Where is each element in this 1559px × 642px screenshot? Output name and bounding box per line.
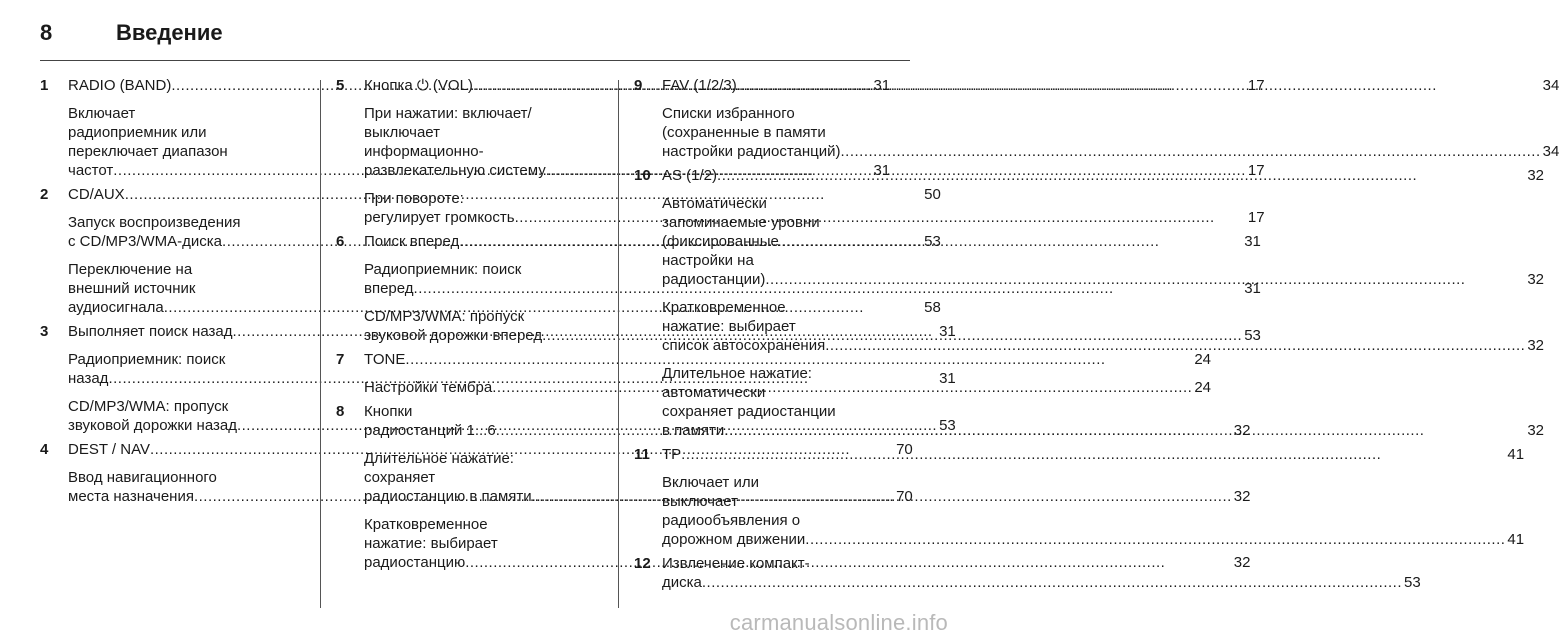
page-reference: 17 <box>1247 77 1265 94</box>
entry-text: места назначения <box>68 488 194 505</box>
page-reference: 31 <box>939 323 956 340</box>
entry-line <box>662 421 1544 440</box>
dot-leader <box>737 76 1541 95</box>
entry-text: назад <box>68 370 109 387</box>
entry-text: Списки избранного <box>662 105 795 122</box>
entry-text: Кратковременное <box>364 516 488 533</box>
entry-text: радиостанцию в памяти <box>364 488 532 505</box>
entry-text: с CD/MP3/WMA-диска <box>68 233 223 250</box>
page-reference: 41 <box>1507 446 1525 463</box>
entry-text: радиостанций 1...6 <box>364 422 496 439</box>
entry-line <box>662 270 1544 289</box>
column-divider-1 <box>320 80 321 608</box>
header-divider <box>40 60 910 61</box>
entry-text: Включает <box>68 105 136 122</box>
entry-text: Автоматически <box>662 195 767 212</box>
entry-text: сохраняет <box>364 469 436 486</box>
entry-text: CD/MP3/WMA: пропуск <box>364 308 525 325</box>
entry-text: сохраняет радиостанции <box>662 403 836 420</box>
entry-text: выключает <box>662 493 739 510</box>
item-number: 11 <box>634 446 650 463</box>
page-reference: 31 <box>873 162 891 179</box>
item-number: 7 <box>336 351 345 368</box>
item-number: 2 <box>40 186 49 203</box>
entry-text: Запуск воспроизведения <box>68 214 241 231</box>
page-reference: 53 <box>939 417 956 434</box>
entry-text: FAV (1/2/3) <box>662 77 737 94</box>
entry-text: CD/AUX <box>68 186 125 203</box>
entry-text: Поиск вперед <box>364 233 460 250</box>
entry-text: переключает диапазон <box>68 143 228 160</box>
entry-text: настройки радиостанций) <box>662 143 841 160</box>
page-reference: 31 <box>939 370 956 387</box>
item-number: 8 <box>336 403 345 420</box>
entry-line <box>662 76 1559 95</box>
page-reference: 50 <box>924 186 941 203</box>
entry-text: Радиоприемник: поиск <box>364 261 522 278</box>
page-reference: 32 <box>1233 422 1251 439</box>
watermark: carmanualsonline.info <box>729 610 948 635</box>
entry-text: (фиксированные <box>662 233 779 250</box>
item-number: 12 <box>634 555 651 572</box>
entry-text: Радиоприемник: поиск <box>68 351 226 368</box>
entry-text: CD/MP3/WMA: пропуск <box>68 398 229 415</box>
page-number: 8 <box>40 20 53 45</box>
dot-leader <box>681 445 1505 464</box>
entry-text: TP <box>662 446 682 463</box>
entry-text: Кратковременное <box>662 299 786 316</box>
entry-text: настройки на <box>662 252 754 269</box>
entry-text: нажатие: выбирает <box>364 535 498 552</box>
page-reference: 31 <box>873 77 891 94</box>
page-reference: 32 <box>1233 554 1251 571</box>
dot-leader <box>765 270 1525 289</box>
entry-text: Кнопки <box>364 403 413 420</box>
page-reference: 41 <box>1507 531 1525 548</box>
entry-text: При нажатии: включает/ <box>364 105 532 122</box>
item-number: 10 <box>634 167 651 184</box>
entry-text: DEST / NAV <box>68 441 150 458</box>
dot-leader <box>825 336 1525 355</box>
entry-text: Переключение на <box>68 261 193 278</box>
entry-text: в памяти <box>662 422 725 439</box>
page-reference: 53 <box>1404 574 1421 591</box>
entry-text: вперед <box>364 280 414 297</box>
entry-text: При повороте: <box>364 190 464 207</box>
page-reference: 53 <box>1244 327 1261 344</box>
item-number: 6 <box>336 233 345 250</box>
page-reference: 70 <box>896 488 913 505</box>
item-body <box>662 554 1421 592</box>
entry-text: AS (1/2) <box>662 167 718 184</box>
entry-line <box>662 166 1544 185</box>
entry-text: звуковой дорожки назад <box>68 417 237 434</box>
entry-line <box>662 142 1559 161</box>
entry-line <box>662 530 1524 549</box>
item-description <box>662 473 1524 549</box>
item-number: 9 <box>634 77 643 94</box>
entry-text: информационно- <box>364 143 484 160</box>
entry-text: RADIO (BAND) <box>68 77 172 94</box>
dot-leader <box>702 573 1402 592</box>
entry-text: аудиосигнала <box>68 299 164 316</box>
entry-text: радиостанции) <box>662 271 766 288</box>
page-reference: 17 <box>1247 162 1265 179</box>
item-number: 4 <box>40 441 49 458</box>
page-reference: 32 <box>1527 422 1545 439</box>
column-divider-2 <box>618 80 619 608</box>
entry-text: Настройки тембра <box>364 379 493 396</box>
entry-text: радиообъявления о <box>662 512 801 529</box>
item-description <box>662 104 1559 161</box>
page-reference: 70 <box>896 441 913 458</box>
entry-text: развлекательную систему <box>364 162 546 179</box>
entry-text: радиостанцию <box>364 554 466 571</box>
page-reference: 17 <box>1247 209 1265 226</box>
item-number: 5 <box>336 77 345 94</box>
entry-text: регулирует громкость <box>364 209 515 226</box>
entry-line <box>662 445 1524 464</box>
entry-text: список автосохранения <box>662 337 826 354</box>
entry-text: внешний источник <box>68 280 196 297</box>
page-reference: 58 <box>924 299 941 316</box>
entry-text: (сохраненные в памяти <box>662 124 826 141</box>
item-body <box>662 76 1559 161</box>
entry-text: выключает <box>364 124 441 141</box>
entry-text: нажатие: выбирает <box>662 318 796 335</box>
page-reference: 34 <box>1542 143 1559 160</box>
entry-text: TONE <box>364 351 406 368</box>
dot-leader <box>841 142 1541 161</box>
entry-text: Ввод навигационного <box>68 469 217 486</box>
page-reference: 34 <box>1542 77 1559 94</box>
page-reference: 32 <box>1233 488 1251 505</box>
entry-text: автоматически <box>662 384 766 401</box>
entry-text: Длительное нажатие: <box>662 365 812 382</box>
entry-text: частот <box>68 162 114 179</box>
page-reference: 32 <box>1527 167 1545 184</box>
page-header <box>40 18 223 48</box>
page-reference: 32 <box>1527 271 1545 288</box>
page-reference: 53 <box>924 233 941 250</box>
item-description <box>662 364 1544 440</box>
entry-text: радиоприемник или <box>68 124 207 141</box>
item-number: 3 <box>40 323 49 340</box>
page-reference: 24 <box>1194 351 1211 368</box>
entry-text: Длительное нажатие: <box>364 450 514 467</box>
entry-text: Кнопка ⏻ (VOL) <box>364 77 473 94</box>
dot-leader <box>805 530 1505 549</box>
entry-text: дорожном движении <box>662 531 806 548</box>
item-body <box>662 445 1524 549</box>
page-title: Введение <box>116 20 223 45</box>
entry-text: запоминаемые уровни <box>662 214 820 231</box>
page-reference: 32 <box>1527 337 1545 354</box>
entry-text: звуковой дорожки вперед <box>364 327 543 344</box>
item-description <box>662 298 1544 355</box>
item-description <box>662 194 1544 289</box>
page-reference: 31 <box>1244 280 1261 297</box>
entry-text: диска <box>662 574 702 591</box>
page-reference: 31 <box>1244 233 1261 250</box>
dot-leader <box>724 421 1525 440</box>
entry-line <box>662 573 1421 592</box>
item-body <box>662 166 1544 440</box>
entry-text: Извлечение компакт- <box>662 555 810 572</box>
entry-text: Выполняет поиск назад <box>68 323 233 340</box>
entry-line <box>662 336 1544 355</box>
page-reference: 24 <box>1194 379 1211 396</box>
item-number: 1 <box>40 77 49 94</box>
dot-leader <box>717 166 1525 185</box>
entry-text: Включает или <box>662 474 759 491</box>
